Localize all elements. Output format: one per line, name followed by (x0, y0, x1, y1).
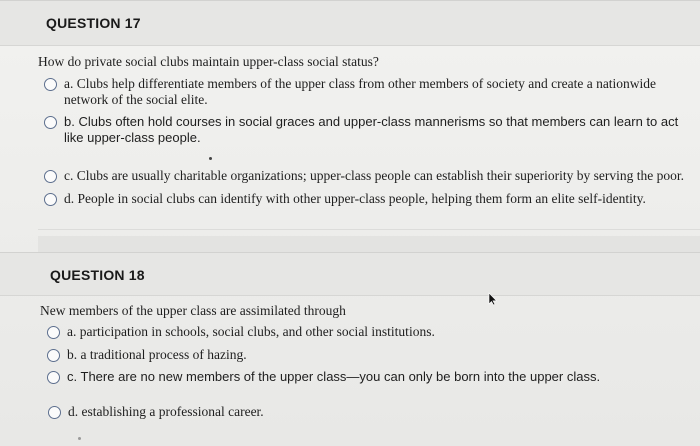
question-17-text: How do private social clubs maintain upper-class social status? (38, 54, 379, 69)
radio-button[interactable] (44, 193, 57, 206)
radio-button[interactable] (44, 78, 57, 91)
screen-speck (78, 437, 81, 440)
mouse-pointer-icon (486, 292, 498, 306)
radio-button[interactable] (47, 326, 60, 339)
option-label: Clubs are usually charitable organizations; upper-class people can establish their superiority by serving the poor. (76, 168, 684, 183)
option-prefix: a. (67, 324, 77, 339)
option-label: establishing a professional career. (81, 404, 264, 419)
question-17-option-a[interactable] (44, 76, 700, 108)
radio-button[interactable] (47, 371, 60, 384)
question-18-option-b[interactable] (47, 347, 700, 363)
question-18-option-d[interactable] (48, 404, 700, 420)
radio-button[interactable] (48, 406, 61, 419)
option-prefix: b. (67, 347, 78, 362)
question-18-option-c[interactable] (47, 369, 700, 385)
option-label: Clubs help differentiate members of the upper class from other members of society and create a nationwide network of the social elite. (64, 76, 657, 107)
option-prefix: d. (68, 404, 79, 419)
question-17-option-b[interactable] (44, 114, 700, 146)
option-prefix: d. (64, 191, 75, 206)
question-17-option-c[interactable] (44, 168, 700, 184)
question-18-option-a[interactable] (47, 324, 700, 340)
option-label: People in social clubs can identify with other upper-class people, helping them form an elite self-identity. (77, 191, 646, 206)
radio-button[interactable] (47, 349, 60, 362)
question-18-header (0, 252, 700, 296)
question-17-option-d[interactable] (44, 191, 700, 207)
question-17-header (0, 0, 700, 46)
question-18-title: QUESTION 18 (50, 267, 145, 283)
radio-button[interactable] (44, 170, 57, 183)
radio-button[interactable] (44, 116, 57, 129)
option-prefix: c. (67, 369, 78, 384)
question-18-text: New members of the upper class are assimilated through (40, 303, 346, 318)
option-label: There are no new members of the upper class—you can only be born into the upper class. (80, 369, 601, 384)
option-prefix: a. (64, 76, 74, 91)
question-17-title: QUESTION 17 (46, 15, 141, 31)
option-prefix: b. (64, 114, 75, 129)
option-prefix: c. (64, 168, 74, 183)
option-label: a traditional process of hazing. (80, 347, 247, 362)
divider (38, 229, 700, 230)
screen-speck (209, 157, 212, 160)
option-label: participation in schools, social clubs, and other social institutions. (79, 324, 435, 339)
option-label: Clubs often hold courses in social graces and upper-class mannerisms so that members can learn to act like upper-class people. (64, 114, 679, 145)
